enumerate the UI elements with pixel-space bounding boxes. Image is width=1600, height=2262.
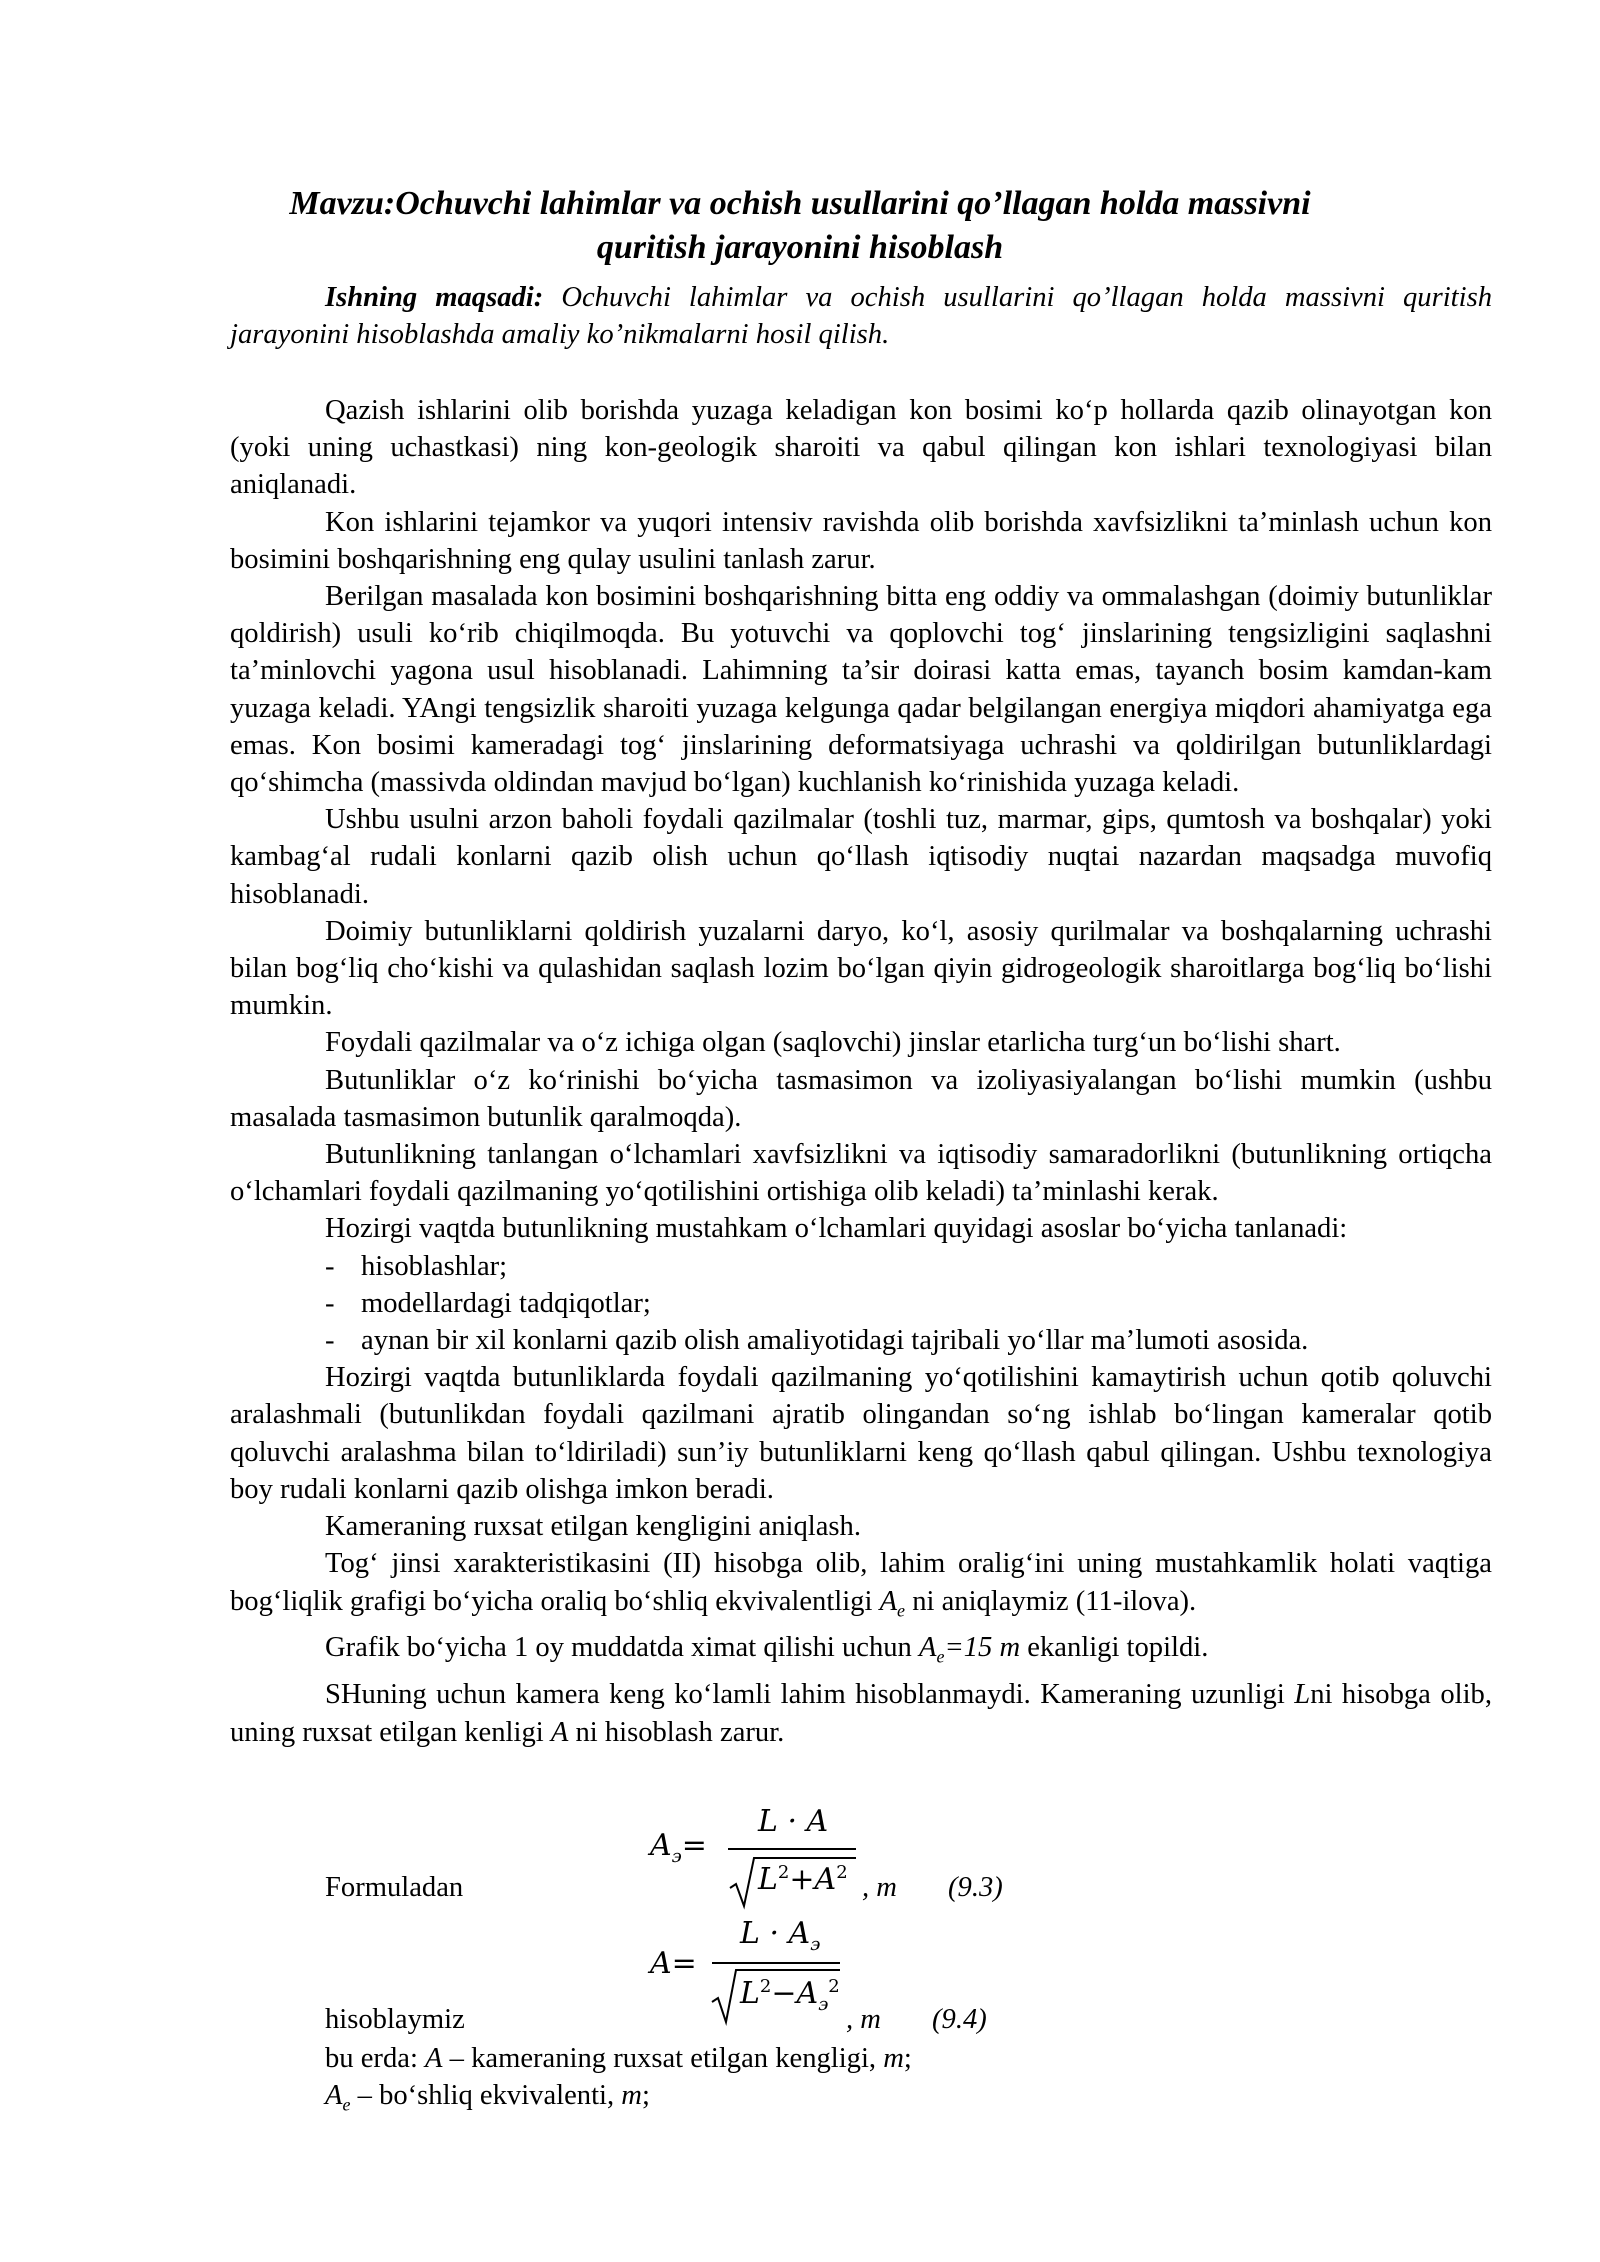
text-run: Grafik bo‘yicha 1 oy muddatda ximat qilishi uchun (325, 1632, 919, 1664)
formula-lhs (650, 1828, 707, 1867)
paragraph: Berilgan masalada kon bosimini boshqarishning bitta eng oddiy va ommalashgan (doimiy butunliklar qoldirish) usuli ko‘rib chiqilmoqda. Bu yotuvchi va qoplovchi tog‘ jinslarining tengsizligini saqlashni ta’minlovchi yagona usul hisoblanadi. Lahimning ta’sir doirasi katta emas, tayanch bosim kamdan-kam yuzaga keladi. YAngi tengsizlik sharoiti yuzaga kelgunga qadar belgilangan energiya miqdori ahamiyatga ega emas. Kon bosimi kameradagi tog‘ jinslarining deformatsiyaga uchrashi va qoldirilgan butunliklardagi qo‘shimcha (massivda oldindan mavjud bo‘lgan) kuchlanish ko‘rinishida yuzaga keladi. (230, 581, 1492, 799)
title-line-2: quritish jarayonini hisoblash (596, 229, 1004, 266)
symbol-a: A (425, 2043, 443, 2074)
list-item-text: hisoblashlar; (361, 1250, 508, 1282)
title-line-1: Mavzu:Ochuvchi lahimlar va ochish usullarini qo’llagan holda massivni (289, 185, 1311, 222)
goal-section (230, 279, 1492, 353)
paragraph: Kon ishlarini tejamkor va yuqori intensiv ravishda olib borishda xavfsizlikni ta’minlash uchun kon bosimini boshqarishning eng qulay usulini tanlash zarur. (230, 506, 1492, 575)
list-marker: - (325, 1287, 335, 1319)
paragraph: Butunliklar o‘z ko‘rinishi bo‘yicha tasmasimon va izoliyasiyalangan bo‘lishi mumkin (ushbu masalada tasmasimon butunlik qaralmoqda). (230, 1064, 1492, 1133)
formula-label: Formuladan (325, 1872, 464, 1903)
formula-denominator (740, 1976, 840, 2015)
formula-label: hisoblaymiz (325, 2004, 465, 2035)
text-run: ni hisoblash zarur. (568, 1716, 785, 1748)
equals-sign: = (671, 1946, 697, 1981)
paragraph-ae-value (230, 1629, 1492, 1676)
symbol-a: A (879, 1585, 898, 1617)
symbol-subscript: э (671, 1846, 682, 1867)
symbol-a: A (550, 1716, 569, 1748)
text-run: ; (903, 2043, 912, 2074)
symbol-l: L (740, 1976, 760, 2011)
list-item-text: modellardagi tadqiqotlar; (361, 1287, 651, 1319)
page-title (230, 182, 1370, 270)
symbol-subscript: e (936, 1647, 945, 1668)
formula-unit: , m (862, 1872, 897, 1903)
paragraph-ae-graph (230, 1545, 1492, 1629)
text-run: ni aniqlaymiz (11-ilova). (905, 1585, 1197, 1617)
symbol-l: L (758, 1862, 778, 1897)
paragraph: Hozirgi vaqtda butunlikning mustahkam o‘lchamlari quyidagi asoslar bo‘yicha tanlanadi: (325, 1213, 1348, 1245)
symbol-a: A (796, 1976, 819, 2011)
symbol-a: A (919, 1632, 937, 1664)
exponent: 2 (828, 1976, 840, 1997)
fraction-bar (728, 1848, 856, 1850)
operator: + (789, 1862, 815, 1897)
symbol-a: A (325, 2080, 343, 2112)
body-text (230, 392, 1492, 1751)
goal-paragraph (230, 279, 1492, 353)
definition-ae (325, 2077, 1425, 2124)
paragraph: Doimiy butunliklarni qoldirish yuzalarni daryo, ko‘l, asosiy qurilmalar va boshqalarning uchrashi bilan bog‘liq cho‘kishi va qulashidan saqlash lozim bo‘lgan qiyin gidrogeologik sharoitlarga bog‘liq bo‘lishi mumkin. (230, 915, 1492, 1022)
goal-label: Ishning maqsadi: (325, 282, 544, 313)
equals-sign: = (681, 1828, 707, 1863)
paragraph: Ushbu usulni arzon baholi foydali qazilmalar (toshli tuz, marmar, gips, qumtosh va boshqalar) yoki kambag‘al rudali konlarni qazib olish uchun qo‘llash iqtisodiy nuqtai nazardan maqsadga muvofiq hisoblanadi. (230, 804, 1492, 910)
symbol-subscript: э (810, 1934, 821, 1955)
formula-numerator (740, 1916, 820, 1955)
paragraph: Foydali qazilmalar va o‘z ichiga olgan (saqlovchi) jinslar etarlicha turg‘un bo‘lishi shart. (325, 1027, 1341, 1059)
equation-number: (9.4) (932, 2004, 987, 2035)
operator: − (771, 1976, 797, 2011)
text-run: Tog‘ jinsi xarakteristikasini (II) hisobga olib, lahim oralig‘ini uning mustahkamlik holati vaqtiga bog‘liqlik grafigi bo‘yicha oraliq bo‘shliq ekvivalentligi (230, 1548, 1492, 1617)
list-marker: - (325, 1325, 335, 1357)
list-marker: - (325, 1250, 335, 1282)
symbol-l: L (1294, 1679, 1311, 1711)
paragraph: Qazish ishlarini olib borishda yuzaga keladigan kon bosimi ko‘p hollarda qazib olinayotgan kon (yoki uning uchastkasi) ning kon-geologik sharoiti va qabul qilingan kon ishlari texnologiyasi bilan aniqlanadi. (230, 395, 1492, 501)
list-item (325, 1248, 1492, 1285)
text-run: ; (641, 2080, 650, 2112)
paragraph-chamber (230, 1676, 1492, 1750)
text-run: – bo‘shliq ekvivalenti, (350, 2080, 622, 2112)
text-run: SHuning uchun kamera keng ko‘lamli lahim hisoblanmaydi. Kameraning uzunligi (325, 1679, 1295, 1711)
exponent: 2 (777, 1862, 790, 1883)
text-run: – kameraning ruxsat etilgan kengligi, (442, 2043, 884, 2074)
formula-denominator (758, 1862, 848, 1897)
paragraph: Kameraning ruxsat etilgan kengligini aniqlash. (325, 1511, 861, 1543)
formula-unit: , m (846, 2004, 881, 2035)
definitions (325, 2040, 1425, 2124)
goal-text: Ochuvchi lahimlar va ochish usullarini qo’llagan holda massivni quritish jarayonini hisoblashda amaliy ko’nikmalarni hosil qilish. (230, 282, 1492, 351)
definition-a (325, 2040, 1425, 2077)
symbol-subscript: э (818, 1994, 829, 2015)
symbol-subscript: e (897, 1600, 906, 1621)
value: =15 m (944, 1632, 1021, 1664)
formula-numerator: L · A (758, 1804, 829, 1839)
unit: m (883, 2043, 904, 2074)
symbol-subscript: e (342, 2094, 351, 2115)
fraction-bar (712, 1962, 840, 1964)
text-run: bu erda: (325, 2043, 426, 2074)
list-item (325, 1322, 1492, 1359)
list-item (325, 1285, 1492, 1322)
exponent: 2 (759, 1976, 772, 1997)
paragraph: Butunlikning tanlangan o‘lchamlari xavfsizlikni va iqtisodiy samaradorlikni (butunlikning ortiqcha o‘lchamlari foydali qazilmaning yo‘qotilishini ortishiga olib keladi) ta’minlashi kerak. (230, 1139, 1492, 1208)
symbol-a: A (814, 1862, 837, 1897)
unit: m (621, 2080, 642, 2112)
symbol-a: A (650, 1946, 672, 1981)
text-run: ekanligi topildi. (1020, 1632, 1209, 1664)
paragraph: Hozirgi vaqtda butunliklarda foydali qazilmaning yo‘qotilishini kamaytirish uchun qotib qoluvchi aralashmali (butunlikdan foydali qazilmani ajratib olingandan so‘ng ishlab bo‘lingan kameralar qotib qoluvchi aralashma bilan to‘ldiriladi) sun’iy butunliklarni keng qo‘llash qabul qilingan. Ushbu texnologiya boy rudali konlarni qazib olishga imkon beradi. (230, 1362, 1492, 1505)
numerator-text: L · A (740, 1916, 811, 1951)
list-item-text: aynan bir xil konlarni qazib olish amaliyotidagi tajribali yo‘llar ma’lumoti asosida. (361, 1325, 1309, 1357)
equation-number: (9.3) (948, 1872, 1003, 1903)
exponent: 2 (836, 1862, 848, 1883)
formula-lhs (650, 1946, 697, 1981)
text-run: ni hisobga olib, uning ruxsat etilgan kenligi (230, 1679, 1492, 1748)
symbol-a: A (650, 1828, 672, 1863)
